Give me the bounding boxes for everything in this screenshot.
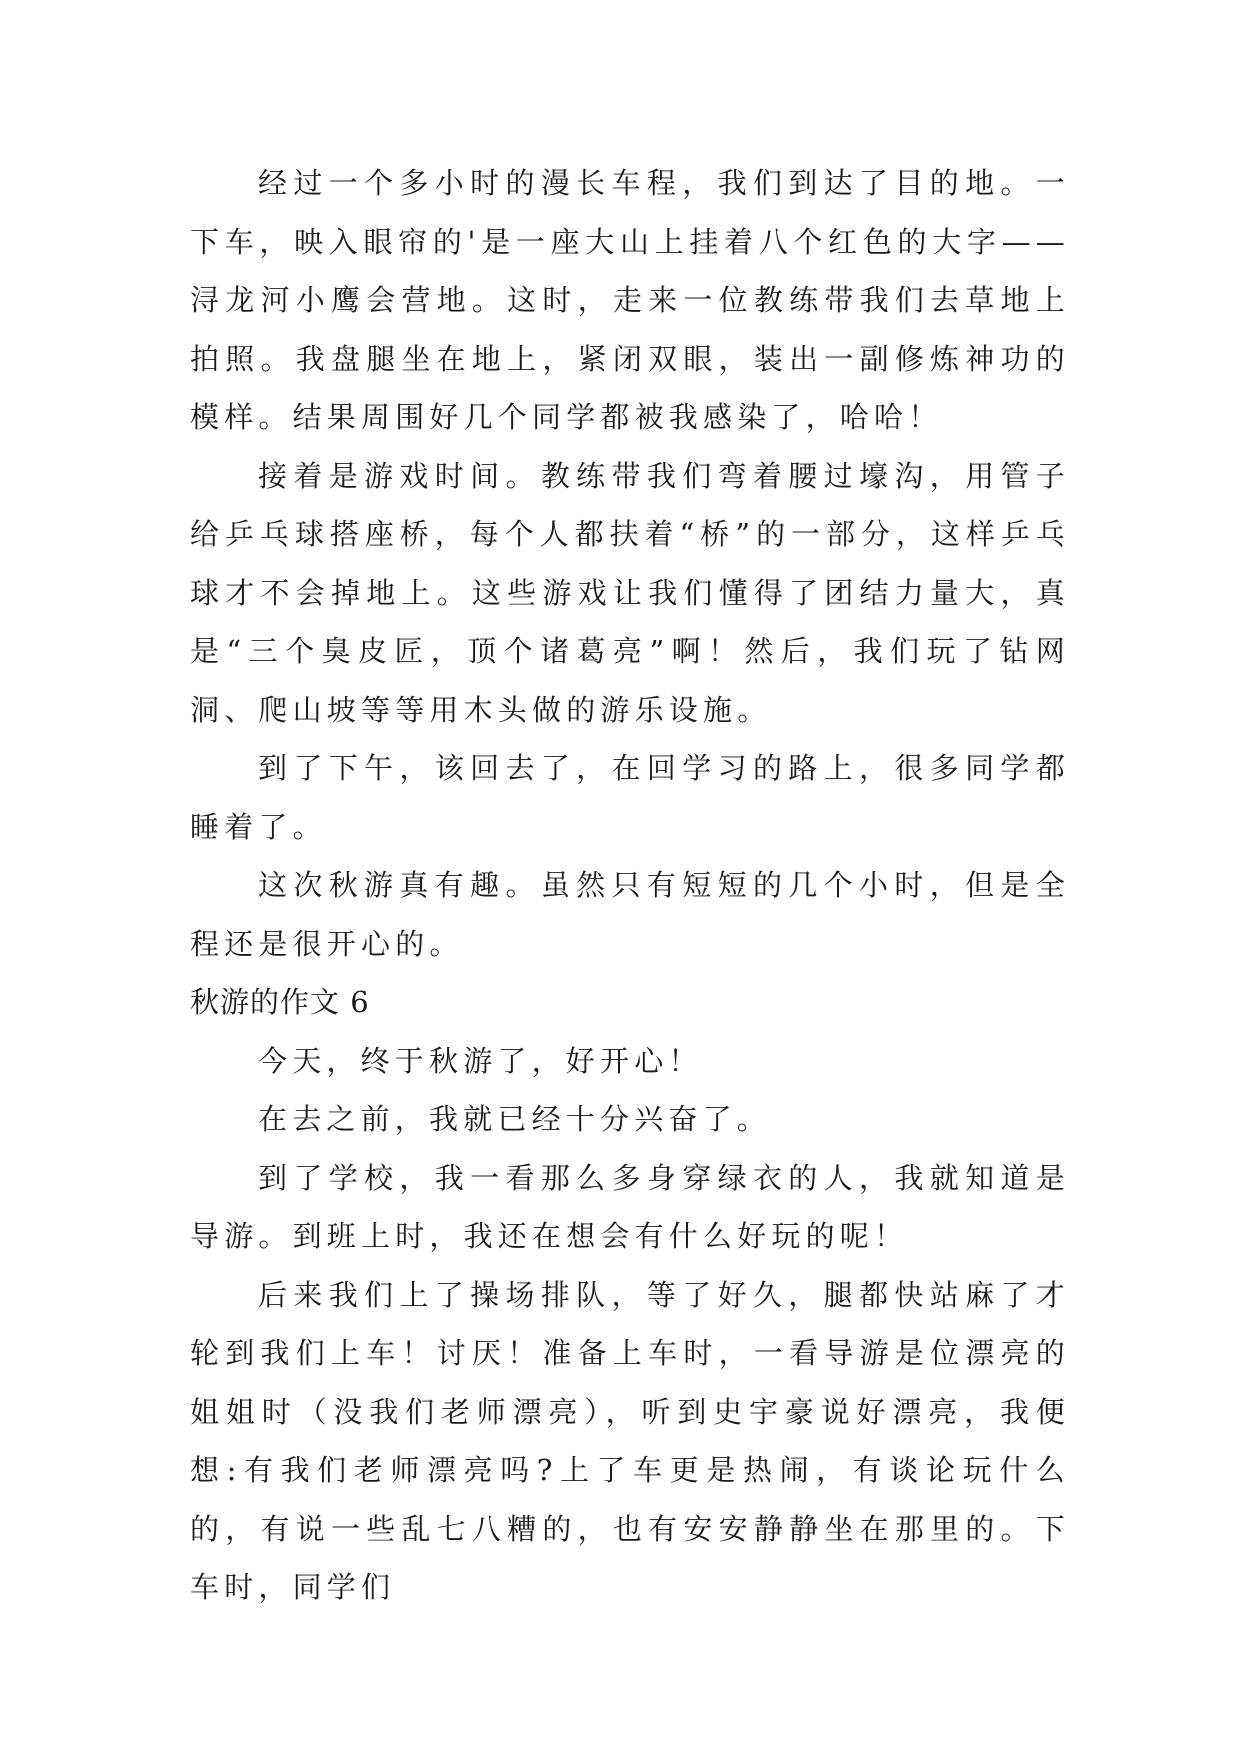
paragraph-arrival: 经过一个多小时的漫长车程，我们到达了目的地。一下车，映入眼帘的'是一座大山上挂着八个红色的大字——浔龙河小鹰会营地。这时，走来一位教练带我们去草地上拍照。我盘腿坐在地上，紧闭双眼，装出一副修炼神功的模样。结果周围好几个同学都被我感染了，哈哈！ — [190, 166, 1070, 434]
paragraph-today: 今天，终于秋游了，好开心！ — [258, 1043, 703, 1078]
paragraph-school: 到了学校，我一看那么多身穿绿衣的人，我就知道是导游。到班上时，我还在想会有什么好玩的呢！ — [190, 1160, 1070, 1253]
paragraph-summary: 这次秋游真有趣。虽然只有短短的几个小时，但是全程还是很开心的。 — [190, 868, 1070, 961]
paragraph-afternoon: 到了下午，该回去了，在回学习的路上，很多同学都睡着了。 — [190, 751, 1070, 844]
paragraph-bus: 后来我们上了操场排队，等了好久，腿都快站麻了才轮到我们上车！讨厌！准备上车时，一看导游是位漂亮的姐姐时（没我们老师漂亮），听到史宇豪说好漂亮，我便想:有我们老师漂亮吗?上了车更是热闹，有谈论玩什么的，有说一些乱七八糟的，也有安安静静坐在那里的。下车时，同学们 — [190, 1277, 1070, 1604]
paragraph-before-going: 在去之前，我就已经十分兴奋了。 — [258, 1102, 772, 1136]
paragraph-games: 接着是游戏时间。教练带我们弯着腰过壕沟，用管子给乒乓球搭座桥，每个人都扶着“桥”的一部分，这样乒乓球才不会掉地上。这些游戏让我们懂得了团结力量大，真是“三个臭皮匠，顶个诸葛亮”啊！然后，我们玩了钻网洞、爬山坡等等用木头做的游乐设施。 — [190, 458, 1070, 727]
document-body — [190, 154, 1070, 1617]
section-title: 秋游的作文 6 — [190, 985, 370, 1019]
